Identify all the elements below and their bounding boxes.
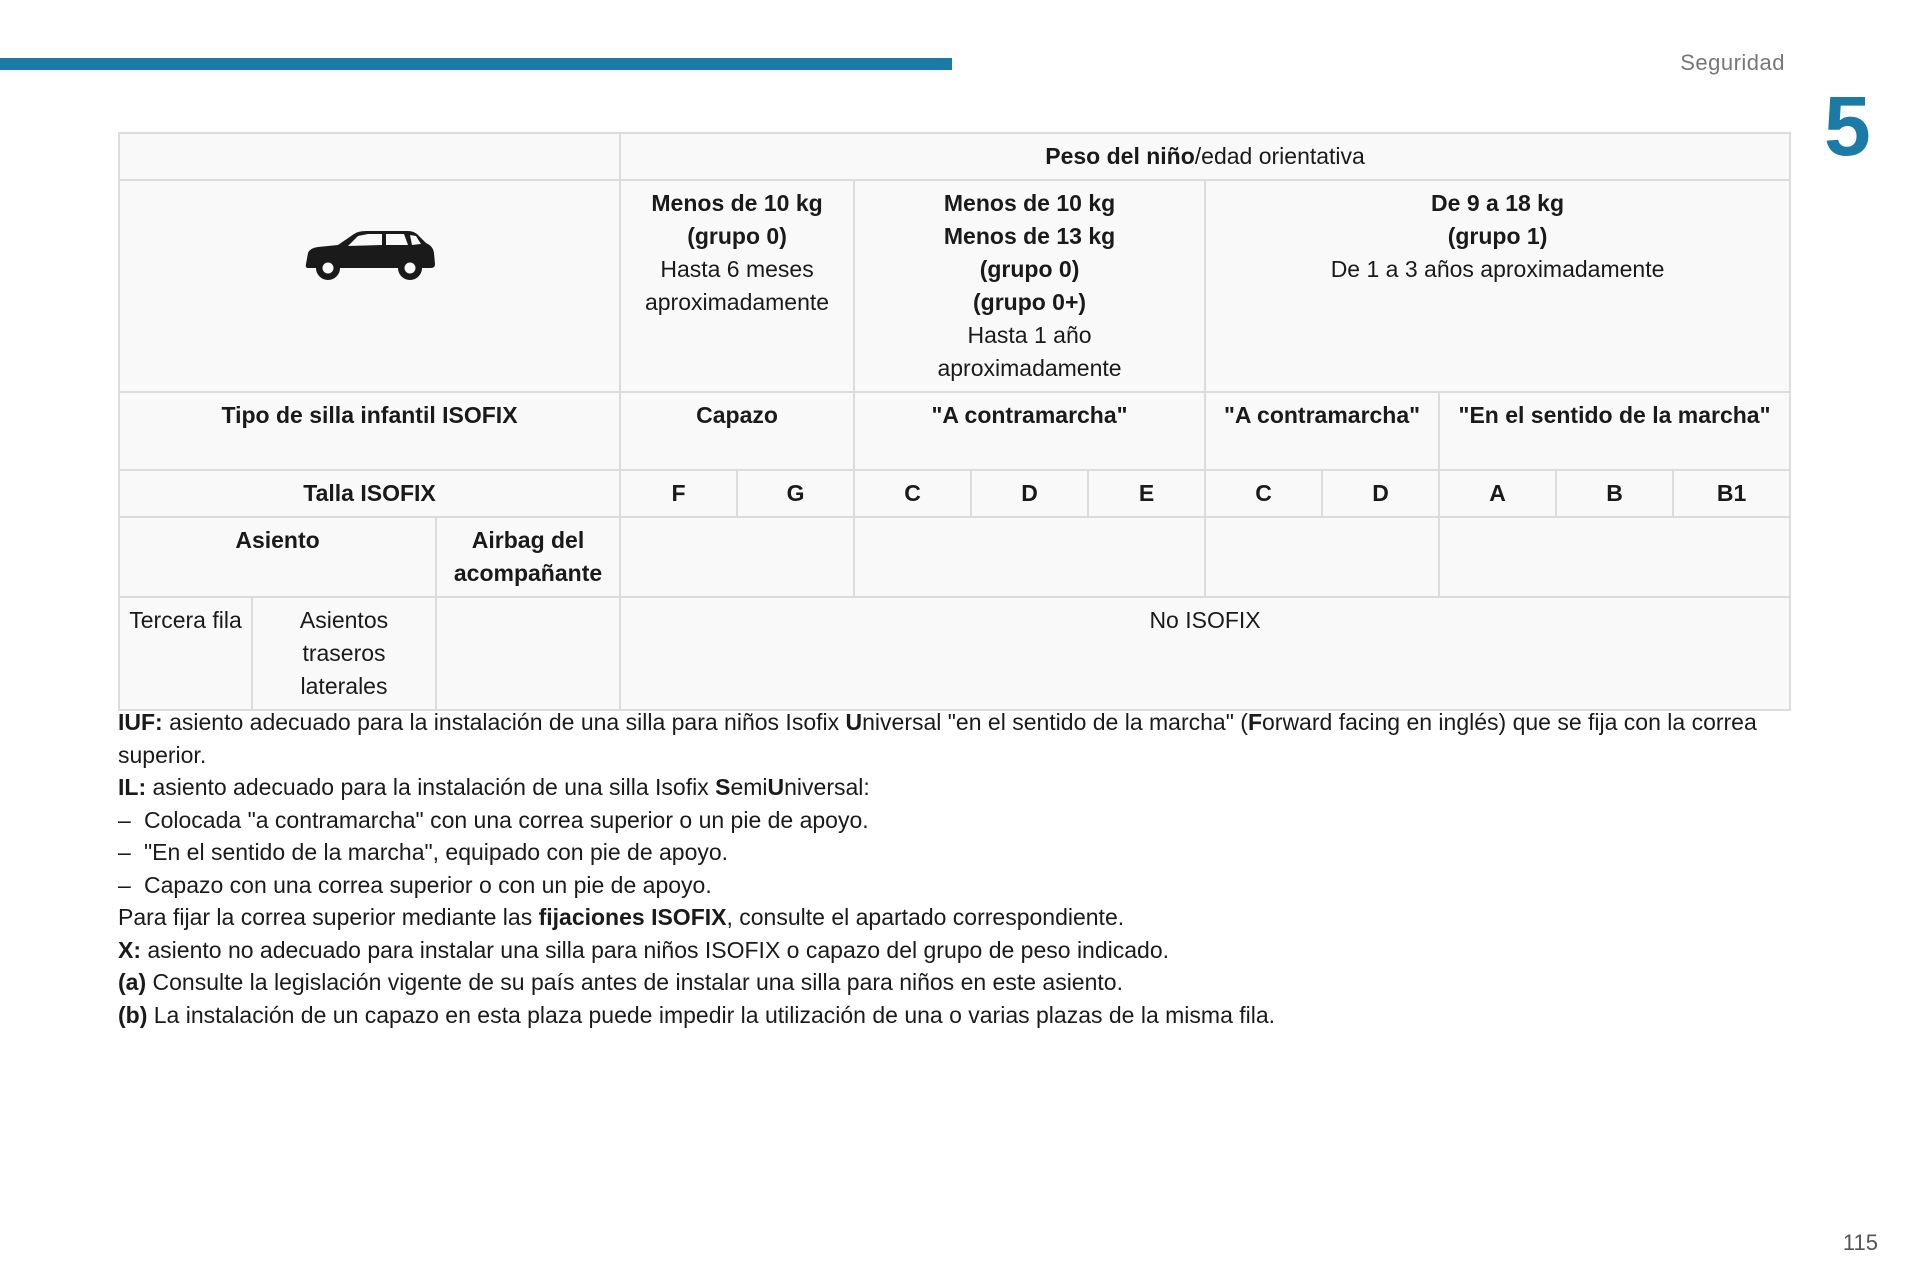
- group-line: Menos de 13 kg: [943, 223, 1116, 249]
- size-cell: B: [1556, 470, 1673, 517]
- group-line: Hasta 6 meses: [660, 256, 814, 282]
- table-row: [119, 392, 1790, 470]
- empty-cell: [620, 517, 854, 597]
- group-line: (grupo 0+): [972, 289, 1087, 315]
- note-key: IL:: [118, 774, 147, 800]
- type-cell: "A contramarcha": [854, 392, 1205, 470]
- bullet-dash: –: [118, 839, 131, 865]
- group-line: (grupo 1): [1447, 223, 1548, 249]
- size-cell: C: [854, 470, 971, 517]
- note-il: [118, 771, 1784, 804]
- notes: [118, 706, 1784, 1031]
- note-bold: F: [1247, 709, 1262, 735]
- car-cell: [119, 180, 620, 392]
- seat-label: Asiento: [119, 517, 436, 597]
- size-cell: C: [1205, 470, 1322, 517]
- table-row: [119, 597, 1790, 710]
- size-cell: D: [971, 470, 1088, 517]
- weight-header-rest: /edad orientativa: [1194, 143, 1365, 169]
- note-bullet: [118, 836, 1784, 869]
- type-cell: "En el sentido de la marcha": [1439, 392, 1790, 470]
- group-line: Hasta 1 año: [967, 322, 1092, 348]
- table-row: [119, 470, 1790, 517]
- note-text: asiento adecuado para la instalación de una silla para niños Isofix: [162, 709, 846, 735]
- bullet-text: Capazo con una correa superior o con un pie de apoyo.: [144, 871, 712, 898]
- size-cell: F: [620, 470, 737, 517]
- note-text: La instalación de un capazo en esta plaza puede impedir la utilización de una o varias plazas de la misma fila.: [147, 1001, 1276, 1028]
- note-key: IUF:: [118, 709, 163, 735]
- note-text: niversal "en el sentido de la marcha" (: [862, 709, 1248, 735]
- empty-cell: [119, 133, 620, 180]
- bullet-text: "En el sentido de la marcha", equipado con pie de apoyo.: [144, 839, 729, 865]
- table-row: [119, 180, 1790, 392]
- note-bullet: [118, 804, 1784, 837]
- weight-header-bold: Peso del niño: [1045, 143, 1195, 169]
- size-cell: G: [737, 470, 854, 517]
- note-key: (b): [118, 1001, 148, 1028]
- size-cell: D: [1322, 470, 1439, 517]
- note-key: (a): [118, 969, 147, 995]
- table-row: [119, 517, 1790, 597]
- type-cell: "A contramarcha": [1205, 392, 1439, 470]
- note-bold: U: [845, 709, 863, 735]
- note-text: asiento adecuado para la instalación de una silla Isofix: [146, 774, 716, 800]
- empty-cell: [854, 517, 1205, 597]
- chapter-number: 5: [1824, 79, 1871, 173]
- table-row: [119, 133, 1790, 180]
- note-fix: [118, 901, 1784, 934]
- note-text: , consulte el apartado correspondiente.: [726, 904, 1125, 930]
- type-label: Tipo de silla infantil ISOFIX: [119, 392, 620, 470]
- empty-cell: [1439, 517, 1790, 597]
- note-text: emi: [730, 774, 768, 800]
- car-suv-icon: [300, 226, 440, 286]
- group-0plus-cell: [854, 180, 1205, 392]
- group-line: Menos de 10 kg: [943, 190, 1116, 216]
- page-number: 115: [1842, 1230, 1878, 1255]
- weight-header: [620, 133, 1790, 180]
- size-cell: A: [1439, 470, 1556, 517]
- note-text: orward facing en inglés) que se fija con la correa superior.: [118, 709, 1757, 768]
- note-text: asiento no adecuado para instalar una silla para niños ISOFIX o capazo del grupo de peso indicado.: [141, 936, 1170, 963]
- note-x: [118, 934, 1784, 967]
- note-bold: S: [715, 774, 731, 800]
- note-bold: U: [767, 774, 785, 800]
- group-line: Menos de 10 kg: [651, 190, 823, 216]
- note-a: [118, 966, 1784, 999]
- group-0-cell: [620, 180, 854, 392]
- group-line: aproximadamente: [937, 355, 1122, 381]
- isofix-table: [118, 132, 1791, 711]
- note-key: X:: [118, 936, 141, 963]
- note-text: niversal:: [784, 774, 870, 800]
- group-line: (grupo 0): [979, 256, 1080, 282]
- header-accent-bar: [0, 58, 952, 70]
- note-bullet: [118, 869, 1784, 902]
- note-text: Para fijar la correa superior mediante las: [118, 904, 539, 930]
- note-b: [118, 999, 1784, 1032]
- airbag-label: Airbag del acompañante: [436, 517, 620, 597]
- group-line: (grupo 0): [687, 223, 787, 249]
- row-name: Tercera fila: [119, 597, 252, 710]
- airbag-cell: [436, 597, 620, 710]
- group-line: De 1 a 3 años aproximadamente: [1330, 256, 1665, 282]
- group-line: De 9 a 18 kg: [1431, 190, 1565, 216]
- empty-cell: [1205, 517, 1439, 597]
- note-iuf: [118, 706, 1784, 771]
- bullet-dash: –: [118, 806, 131, 833]
- note-bold: fijaciones ISOFIX: [538, 904, 727, 930]
- type-cell: Capazo: [620, 392, 854, 470]
- group-line: aproximadamente: [644, 289, 830, 315]
- size-cell: E: [1088, 470, 1205, 517]
- group-1-cell: [1205, 180, 1790, 392]
- seat-name: Asientos traseros laterales: [252, 597, 436, 710]
- no-isofix-cell: No ISOFIX: [620, 597, 1790, 710]
- note-text: Consulte la legislación vigente de su país antes de instalar una silla para niños en este asiento.: [146, 969, 1123, 995]
- section-title: Seguridad: [1680, 50, 1785, 75]
- size-label: Talla ISOFIX: [119, 470, 620, 517]
- bullet-text: Colocada "a contramarcha" con una correa superior o un pie de apoyo.: [144, 806, 869, 833]
- size-cell: B1: [1673, 470, 1790, 517]
- bullet-dash: –: [118, 871, 131, 898]
